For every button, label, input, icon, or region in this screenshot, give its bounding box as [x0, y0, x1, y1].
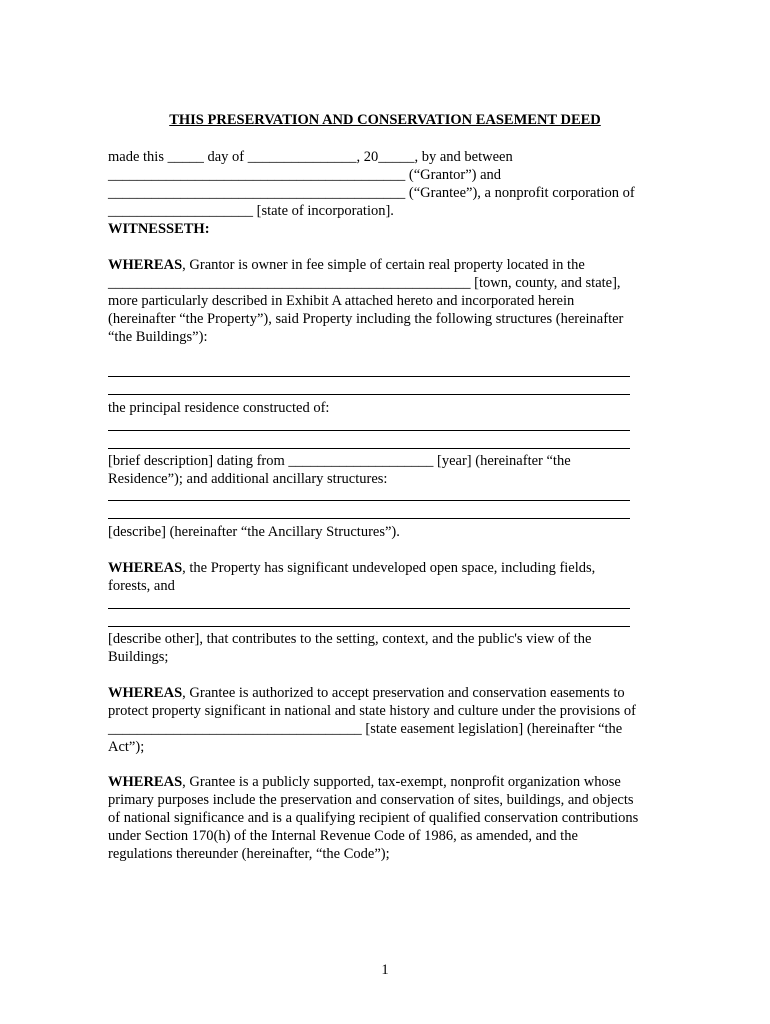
blank-line	[108, 518, 630, 519]
clause-line: of national significance and is a qualifying recipient of qualified conservation contributions	[108, 810, 639, 826]
clause-line: more particularly described in Exhibit A attached hereto and incorporated herein	[108, 293, 575, 309]
page-number: 1	[381, 962, 389, 978]
blank-line	[108, 608, 630, 609]
clause-line: (hereinafter “the Property”), said Property including the following structures (hereinafter	[108, 311, 624, 327]
whereas-label: WHEREAS	[108, 560, 183, 576]
whereas-clause-4	[108, 773, 668, 791]
ancillary-structures-text: [describe] (hereinafter “the Ancillary Structures”).	[108, 524, 400, 540]
intro-line: made this _____ day of _______________, 20_____, by and between	[108, 149, 513, 165]
blank-line	[108, 500, 630, 501]
clause-line: Act”);	[108, 739, 145, 755]
deed-title: THIS PRESERVATION AND CONSERVATION EASEMENT DEED	[169, 112, 601, 128]
witnesseth-heading: WITNESSETH:	[108, 221, 210, 237]
clause-line: regulations thereunder (hereinafter, “the Code”);	[108, 846, 390, 862]
clause-line: “the Buildings”):	[108, 329, 208, 345]
clause-line: primary purposes include the preservation and conservation of sites, buildings, and objects	[108, 792, 634, 808]
brief-description-line: Residence”); and additional ancillary structures:	[108, 471, 388, 487]
whereas-clause-2	[108, 559, 668, 577]
blank-line	[108, 448, 630, 449]
whereas-clause-3	[108, 684, 668, 702]
intro-line: ____________________ [state of incorporation].	[108, 203, 394, 219]
whereas-label: WHEREAS	[108, 774, 183, 790]
clause-line: forests, and	[108, 578, 175, 594]
clause-line: [describe other], that contributes to the setting, context, and the public's view of the	[108, 631, 592, 647]
blank-line	[108, 430, 630, 431]
clause-line: ___________________________________ [state easement legislation] (hereinafter “the	[108, 721, 623, 737]
clause-line: __________________________________________________ [town, county, and state],	[108, 275, 621, 291]
brief-description-line: [brief description] dating from ____________________ [year] (hereinafter “the	[108, 453, 571, 469]
blank-line	[108, 376, 630, 377]
clause-text: , Grantee is authorized to accept preservation and conservation easements to	[182, 685, 625, 701]
clause-text: , the Property has significant undeveloped open space, including fields,	[182, 560, 596, 576]
clause-text: , Grantee is a publicly supported, tax-exempt, nonprofit organization whose	[182, 774, 621, 790]
whereas-label: WHEREAS	[108, 685, 183, 701]
clause-line: under Section 170(h) of the Internal Revenue Code of 1986, as amended, and the	[108, 828, 578, 844]
clause-line: Buildings;	[108, 649, 169, 665]
principal-residence-text: the principal residence constructed of:	[108, 400, 330, 416]
clause-text: , Grantor is owner in fee simple of certain real property located in the	[182, 257, 585, 273]
intro-line: _________________________________________ (“Grantor”) and	[108, 167, 502, 183]
whereas-clause-1	[108, 256, 668, 274]
blank-line	[108, 626, 630, 627]
whereas-label: WHEREAS	[108, 257, 183, 273]
clause-line: protect property significant in national and state history and culture under the provisions of	[108, 703, 636, 719]
intro-line: _________________________________________ (“Grantee”), a nonprofit corporation of	[108, 185, 635, 201]
blank-line	[108, 394, 630, 395]
